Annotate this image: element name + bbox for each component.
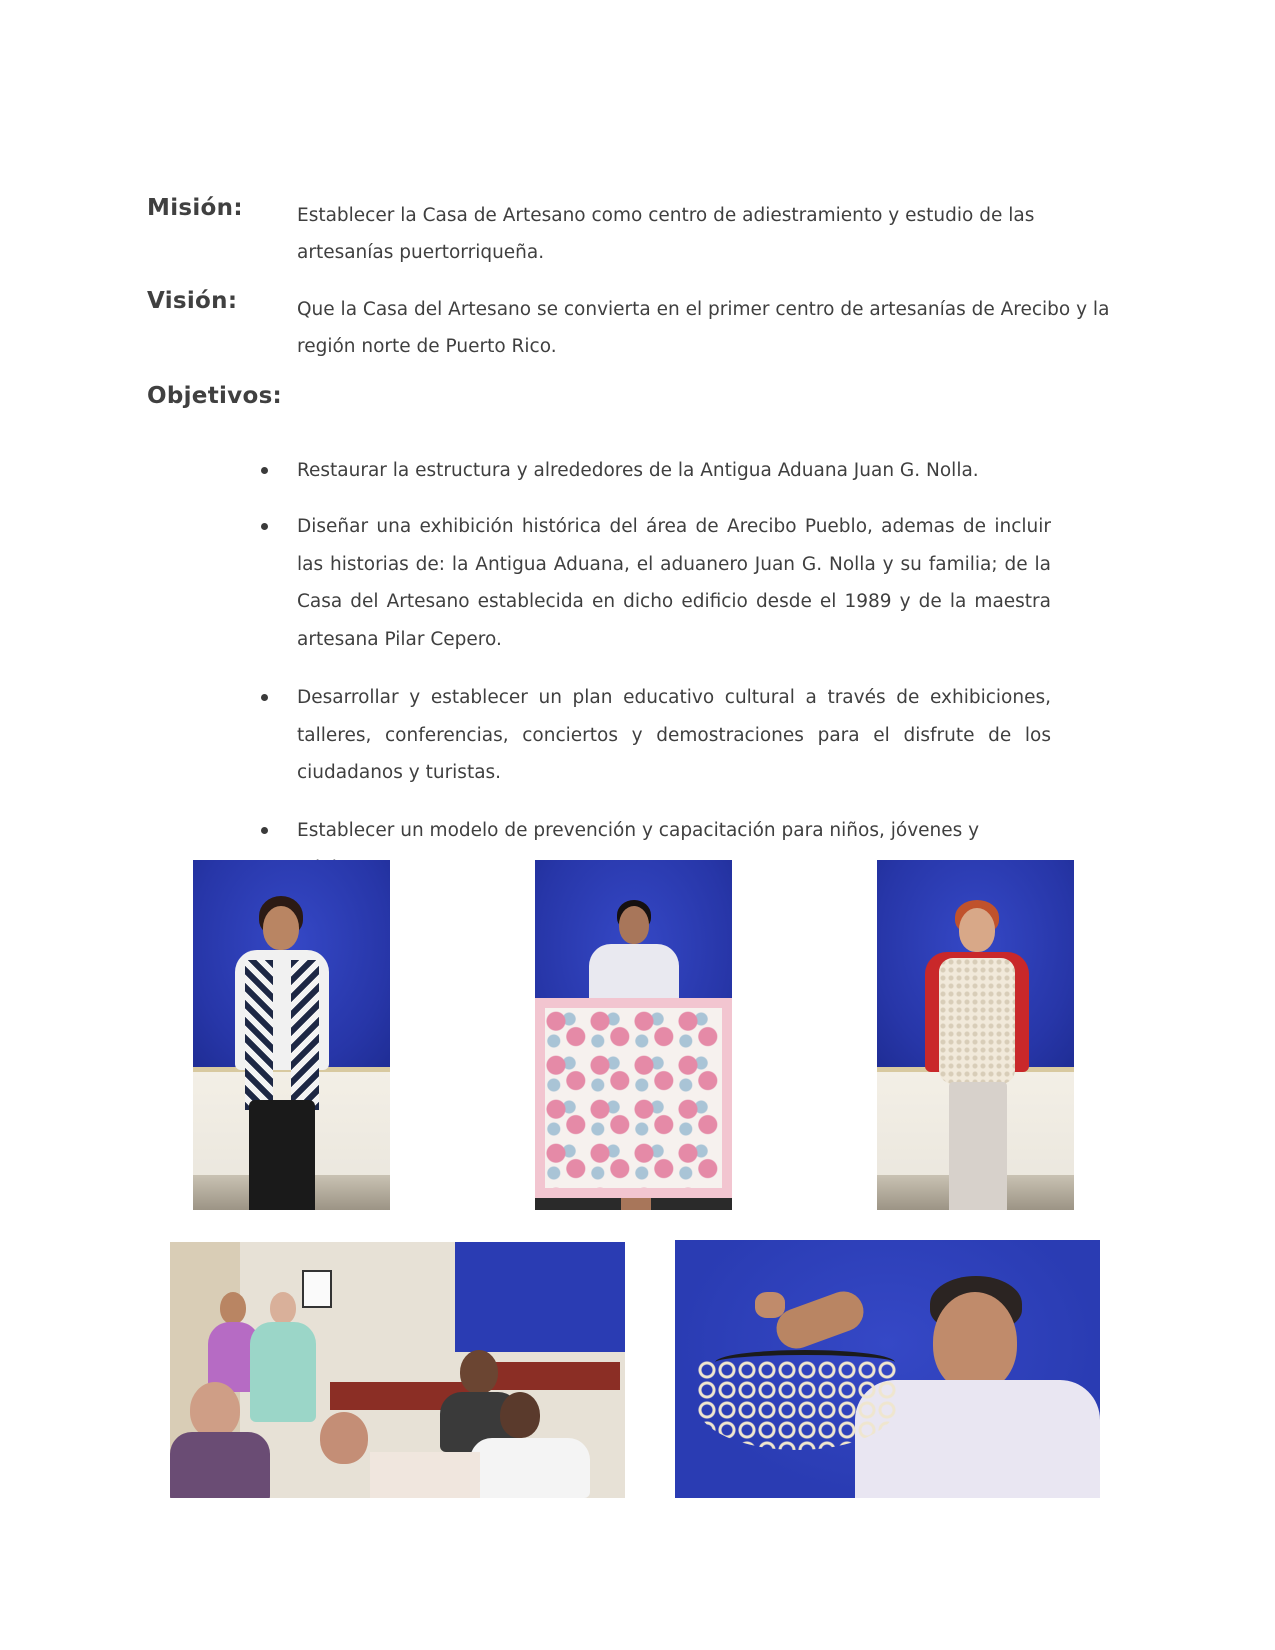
photo-artisan-collar <box>675 1240 1100 1498</box>
objetivo-item-1 <box>297 452 1051 490</box>
objetivo-item-2 <box>297 508 1051 658</box>
bullet-icon <box>261 467 268 474</box>
vision-text <box>297 291 1109 365</box>
mision-line-2: artesanías puertorriqueña. <box>297 242 545 263</box>
mision-line-1: Establecer la Casa de Artesano como centro de adiestramiento y estudio de las <box>297 205 1035 226</box>
photo-artisan-vest <box>877 860 1074 1210</box>
objetivo-item-3 <box>297 679 1051 792</box>
objetivo-text-4: Establecer un modelo de prevención y capacitación para niños, jóvenes y <box>297 820 980 841</box>
photo-artisan-scarf <box>193 860 390 1210</box>
objetivo-text-1: Restaurar la estructura y alrededores de la Antigua Aduana Juan G. Nolla. <box>297 460 979 481</box>
bullet-icon <box>261 523 268 530</box>
objetivo-text-2: Diseñar una exhibición histórica del área de Arecibo Pueblo, ademas de incluir las historias de: la Antigua Aduana, el aduanero Juan G. Nolla y su familia; de la Casa del Artesano establecida en dicho edificio desde el 1989 y de la maestra artesana Pilar Cepero. <box>297 516 1051 650</box>
objetivos-heading: Objetivos: <box>147 383 283 409</box>
vision-heading: Visión: <box>147 288 238 314</box>
objetivo-text-3: Desarrollar y establecer un plan educativo cultural a través de exhibiciones, talleres, conferencias, conciertos y demostraciones para el disfrute de los ciudadanos y turistas. <box>297 687 1051 783</box>
bullet-icon <box>261 827 268 834</box>
photo-workshop-group <box>170 1242 625 1498</box>
vision-line-1: Que la Casa del Artesano se convierta en el primer centro de artesanías de Arecibo y la <box>297 299 1110 320</box>
mision-text <box>297 197 1034 271</box>
mision-heading: Misión: <box>147 195 243 221</box>
bullet-icon <box>261 694 268 701</box>
photo-artisan-quilt <box>535 860 732 1210</box>
vision-line-2: región norte de Puerto Rico. <box>297 336 557 357</box>
